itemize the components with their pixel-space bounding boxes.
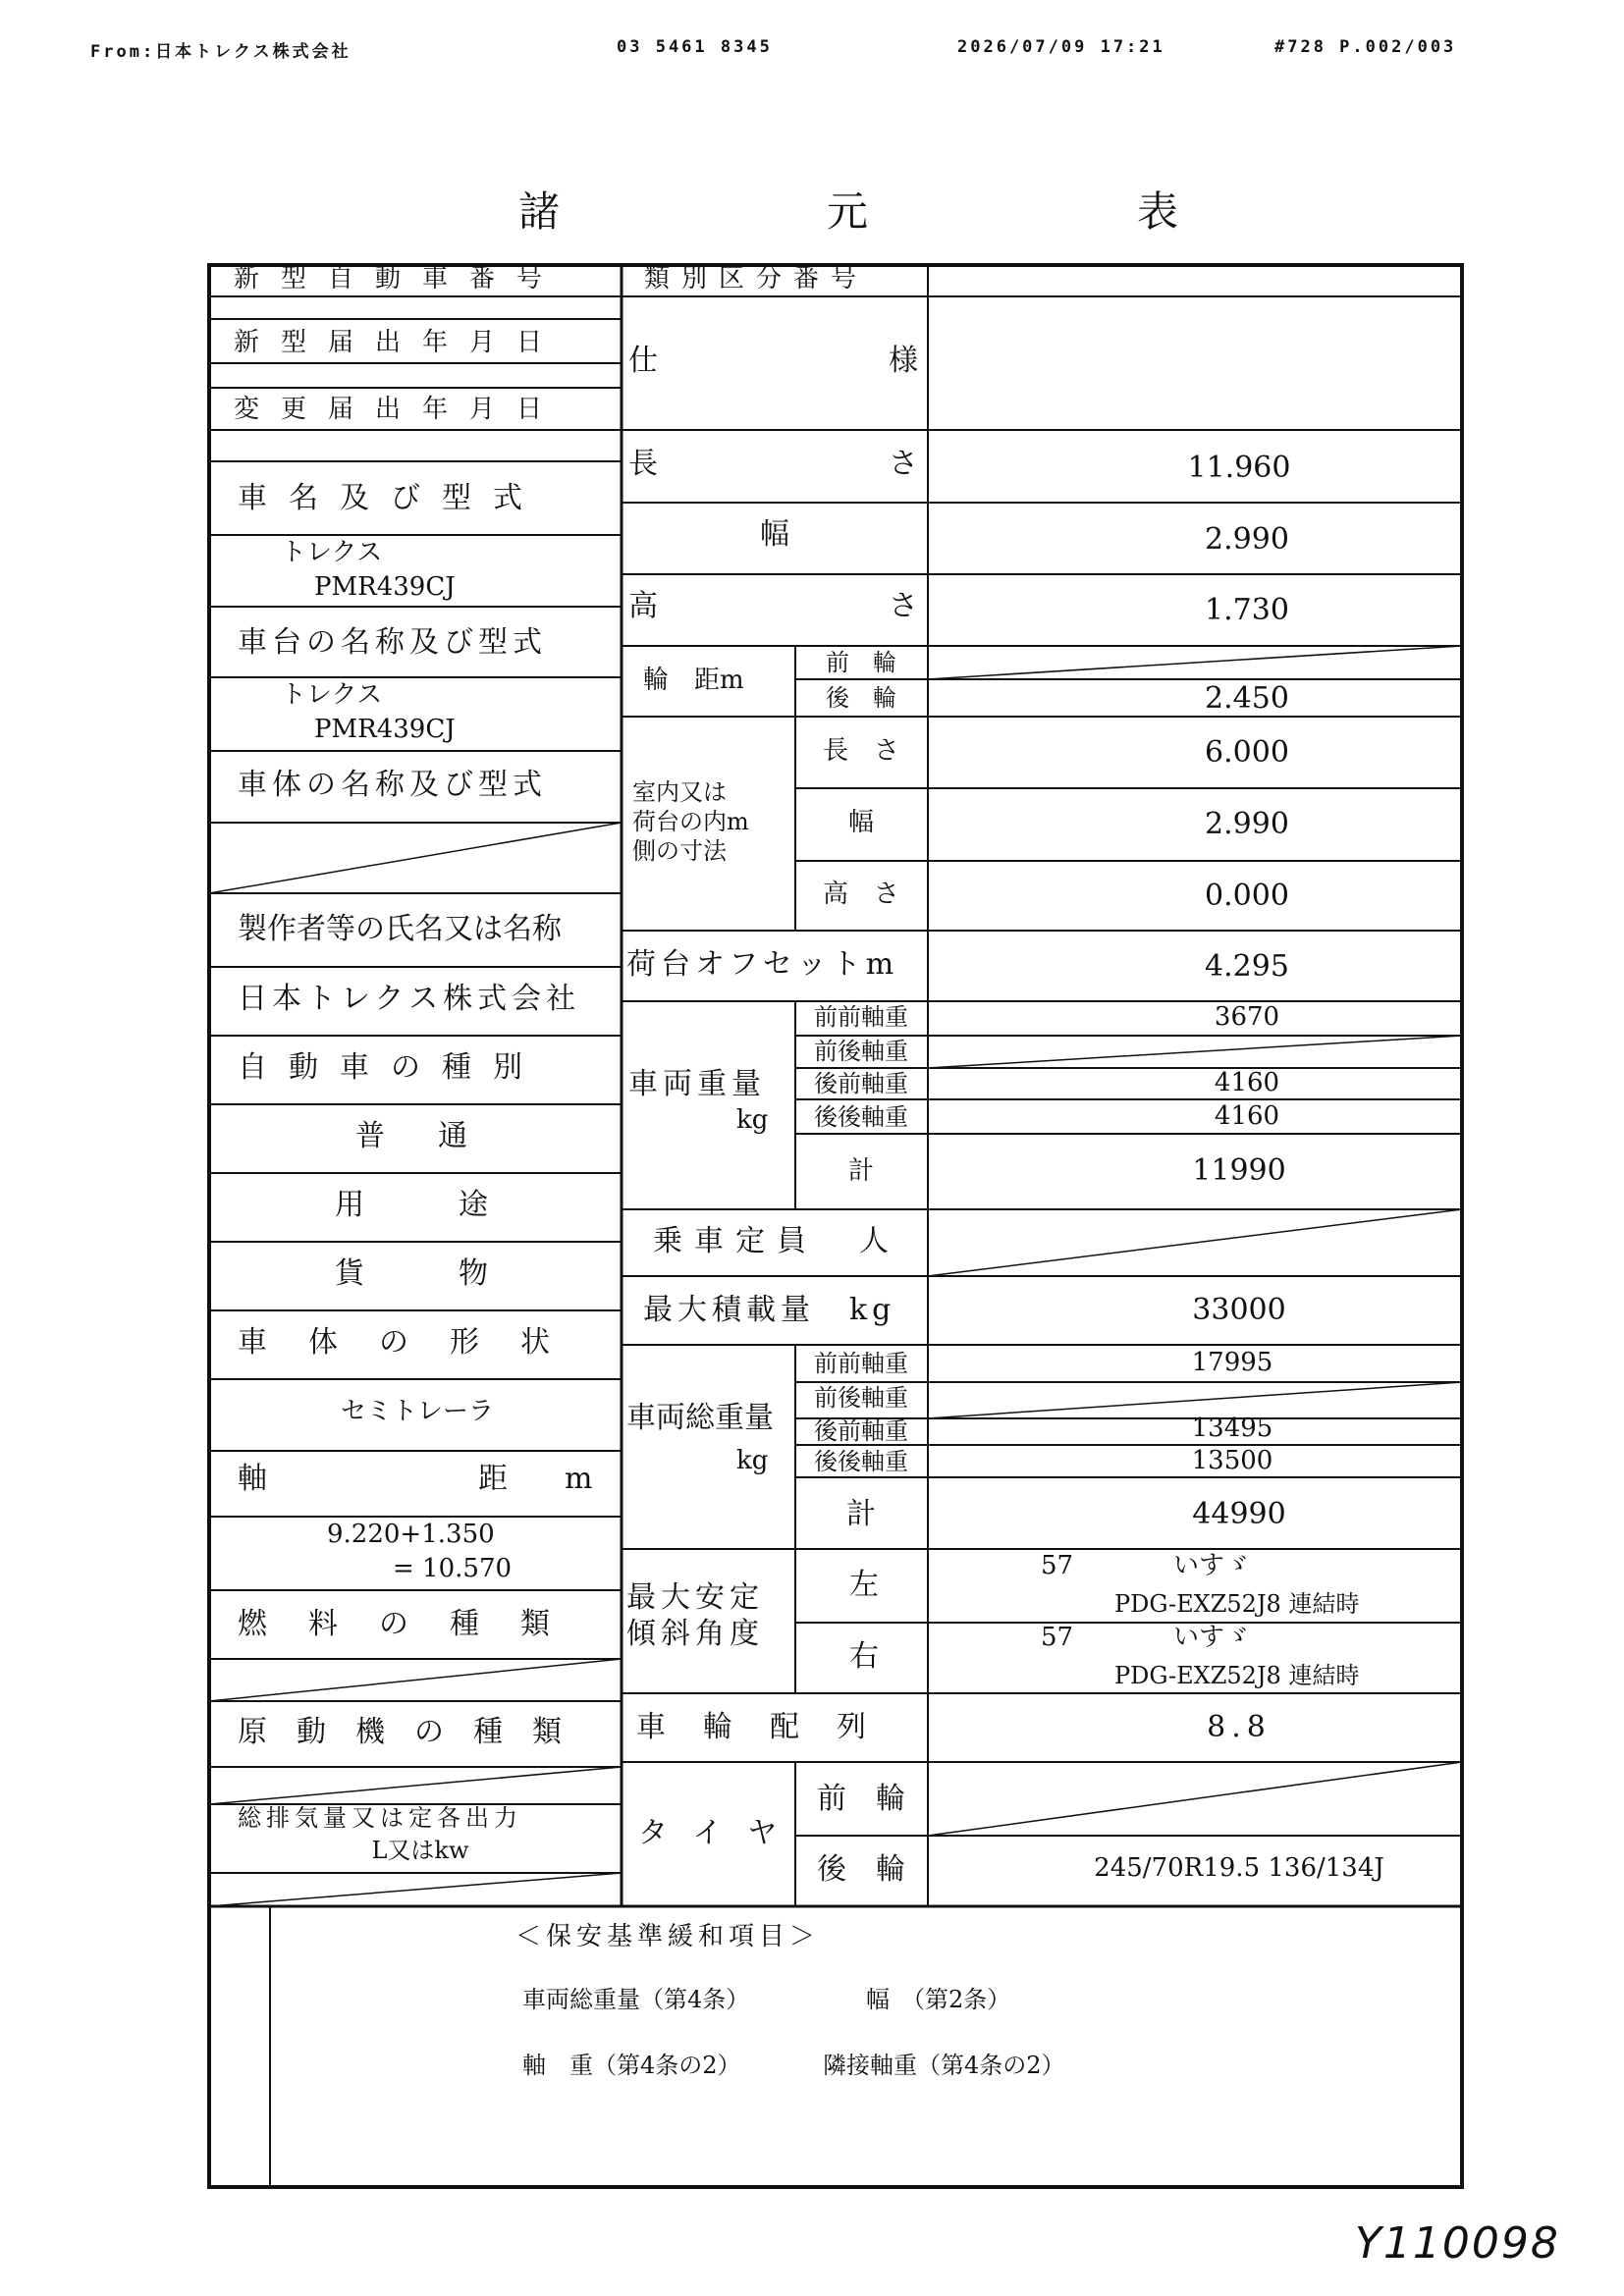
interior-height-label: 高 さ (822, 880, 900, 909)
stability-label-1: 最大安定 (626, 1580, 764, 1615)
displacement-label: 総排気量又は定各出力 (238, 1804, 522, 1832)
stability-label-2: 傾斜角度 (626, 1617, 764, 1651)
weight-row-label: 前前軸重 (814, 1003, 908, 1031)
interior-length-label: 長 さ (822, 736, 900, 766)
wheelbase-value-1: 9.220+1.350 (327, 1520, 495, 1549)
body-shape-label: 車体の形状 (238, 1325, 591, 1360)
wheelbase-label: 軸 (238, 1462, 267, 1496)
chassis-name-value: トレクス (281, 680, 383, 710)
wheel-arrangement-value: 8.8 (1207, 1710, 1272, 1744)
gross-row-label: 後前軸重 (814, 1417, 908, 1445)
fuel-label: 燃料の種類 (238, 1607, 591, 1641)
weight-row-value: 4160 (1214, 1068, 1280, 1097)
wheelbase-label-2: 距 (478, 1462, 508, 1496)
weight-label-2: kg (736, 1105, 769, 1135)
tread-label: 輪 距m (643, 666, 744, 695)
stability-right-maker: いすゞ (1173, 1623, 1251, 1652)
vehicle-model-value: PMR439CJ (314, 572, 456, 602)
gross-total-label: 計 (846, 1497, 876, 1531)
spec-label-1: 仕 (628, 344, 658, 378)
tread-rear-value: 2.450 (1205, 681, 1289, 716)
notes-line-2a: 軸 重（第4条の2） (522, 2052, 741, 2079)
width-label: 幅 (760, 517, 789, 552)
chassis-model-value: PMR439CJ (314, 715, 456, 744)
height-label-1: 高 (628, 589, 658, 623)
stability-left-label: 左 (849, 1568, 879, 1602)
vehicle-name-label: 車名及び型式 (238, 481, 544, 515)
length-label-2: さ (889, 447, 918, 481)
class-number-label: 類別区分番号 (644, 264, 869, 294)
stability-right-model: PDG-EXZ52J8 連結時 (1114, 1662, 1360, 1689)
weight-total-value: 11990 (1192, 1153, 1286, 1188)
tread-front-label: 前 輪 (826, 649, 896, 676)
handwritten-note: Y110098 (1355, 2218, 1560, 2269)
body-name-label: 車体の名称及び型式 (238, 768, 547, 802)
gross-label-1: 車両総重量 (626, 1401, 774, 1435)
notes-line-1a: 車両総重量（第4条） (522, 1986, 750, 2013)
fax-phone: 03 5461 8345 (617, 37, 773, 57)
interior-width-label: 幅 (847, 808, 875, 837)
offset-label: 荷台オフセットm (626, 947, 899, 982)
new-notification-date-label: 新型届出年月日 (234, 328, 565, 357)
interior-label-2: 荷台の内m (632, 808, 749, 835)
vehicle-kind-label: 自動車の種別 (238, 1050, 544, 1085)
gross-row-label: 前後軸重 (814, 1384, 908, 1412)
interior-length-value: 6.000 (1205, 735, 1289, 770)
manufacturer-value: 日本トレクス株式会社 (238, 982, 581, 1016)
stability-left-maker: いすゞ (1173, 1551, 1251, 1580)
capacity-label: 乗車定員 人 (653, 1224, 900, 1258)
weight-row-value: 4160 (1214, 1101, 1280, 1131)
change-notification-date-label: 変更届出年月日 (234, 395, 565, 424)
fax-datetime: 2026/07/09 17:21 (957, 37, 1165, 57)
body-shape-value: セミトレーラ (340, 1397, 495, 1426)
weight-row-label: 後後軸重 (814, 1103, 908, 1131)
wheelbase-value-2: = 10.570 (393, 1554, 513, 1583)
interior-height-value: 0.000 (1205, 879, 1289, 913)
stability-right-angle: 57 (1041, 1623, 1074, 1652)
notes-heading: ＜保安基準緩和項目＞ (515, 1922, 821, 1951)
length-value: 11.960 (1187, 451, 1291, 485)
notes-line-1b: 幅 （第2条） (866, 1986, 1011, 2013)
wheel-arrangement-label: 車輪配列 (636, 1710, 903, 1744)
max-load-value: 33000 (1192, 1293, 1286, 1327)
weight-total-label: 計 (847, 1156, 875, 1186)
fax-page-number: #728 P.002/003 (1274, 37, 1457, 57)
height-label-2: さ (889, 589, 918, 623)
notes-line-2b: 隣接軸重（第4条の2） (823, 2052, 1065, 2079)
weight-row-value: 3670 (1214, 1002, 1280, 1032)
wheelbase-unit: m (565, 1462, 593, 1496)
vehicle-name-value: トレクス (281, 538, 383, 567)
interior-label-3: 側の寸法 (632, 837, 727, 865)
gross-row-label: 後後軸重 (814, 1448, 908, 1475)
gross-row-value: 13495 (1191, 1414, 1273, 1443)
tire-label: タイヤ (638, 1816, 803, 1850)
use-label: 用 途 (335, 1188, 500, 1222)
gross-total-value: 44990 (1192, 1497, 1286, 1531)
width-value: 2.990 (1205, 522, 1289, 557)
max-load-label: 最大積載量 kg (643, 1293, 896, 1327)
gross-row-label: 前前軸重 (814, 1350, 908, 1377)
weight-row-label: 後前軸重 (814, 1070, 908, 1097)
tire-rear-label: 後 輪 (817, 1852, 905, 1887)
gross-row-value: 17995 (1191, 1348, 1273, 1377)
new-model-number-label: 新型自動車番号 (234, 264, 565, 294)
vehicle-kind-value: 普 通 (355, 1119, 479, 1153)
tire-front-label: 前 輪 (817, 1782, 905, 1816)
height-value: 1.730 (1205, 593, 1289, 627)
fax-sender: From:日本トレクス株式会社 (90, 42, 352, 62)
manufacturer-label: 製作者等の氏名又は名称 (238, 912, 562, 946)
tire-rear-value: 245/70R19.5 136/134J (1094, 1853, 1384, 1883)
weight-row-label: 前後軸重 (814, 1038, 908, 1065)
page-title-char-1: 諸 (518, 187, 561, 236)
interior-label-1: 室内又は (632, 778, 727, 806)
stability-left-model: PDG-EXZ52J8 連結時 (1114, 1590, 1360, 1618)
page-title-char-2: 元 (827, 187, 869, 236)
offset-value: 4.295 (1205, 949, 1289, 984)
stability-left-angle: 57 (1041, 1551, 1074, 1580)
stability-right-label: 右 (849, 1639, 879, 1674)
length-label-1: 長 (628, 447, 658, 481)
weight-label-1: 車両重量 (628, 1067, 766, 1101)
gross-label-2: kg (736, 1446, 769, 1475)
page-title-char-3: 表 (1137, 187, 1179, 236)
gross-row-value: 13500 (1191, 1446, 1273, 1475)
engine-label: 原動機の種類 (238, 1715, 591, 1749)
displacement-unit: L又はkw (371, 1837, 469, 1864)
chassis-name-label: 車台の名称及び型式 (238, 625, 547, 660)
use-value: 貨 物 (335, 1256, 500, 1291)
spec-label-2: 様 (889, 344, 918, 378)
interior-width-value: 2.990 (1205, 807, 1289, 841)
tread-rear-label: 後 輪 (826, 684, 896, 712)
